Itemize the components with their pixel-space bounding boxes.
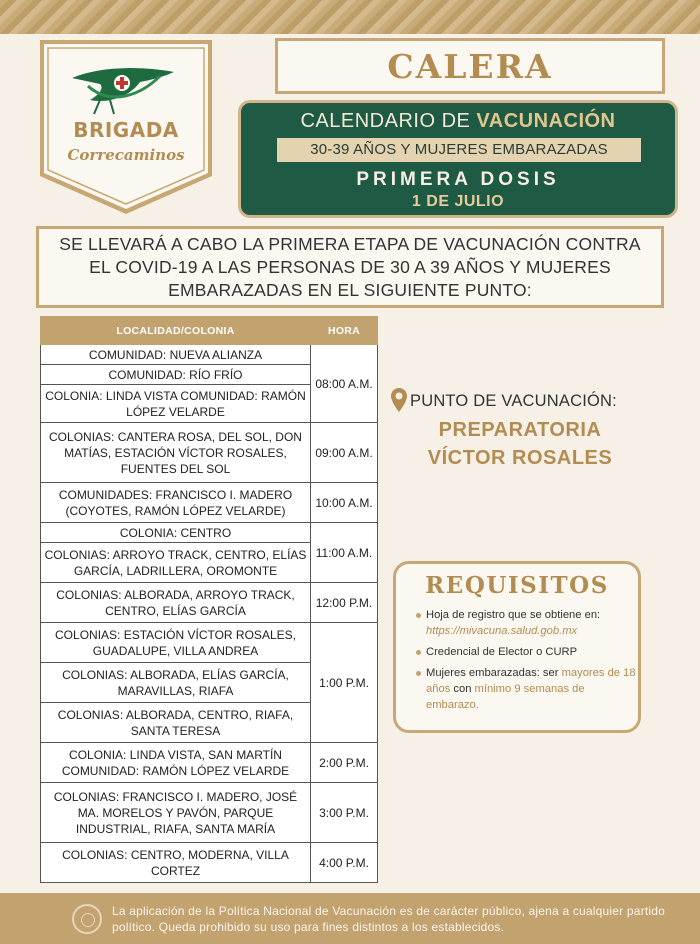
registration-link[interactable]: https://mivacuna.salud.gob.mx xyxy=(426,625,578,637)
table-row xyxy=(41,843,378,883)
list-item xyxy=(416,665,636,713)
table-header-row xyxy=(41,317,378,345)
requirement-text: con xyxy=(453,683,472,695)
table-cell-localidad: COLONIAS: CANTERA ROSA, DEL SOL, DON MATÍAS, ESTACIÓN VÍCTOR ROSALES, FUENTES DEL SOL xyxy=(41,423,311,483)
table-cell-localidad: COLONIA: LINDA VISTA COMUNIDAD: RAMÓN LÓPEZ VELARDE xyxy=(41,385,311,423)
vaccination-place xyxy=(400,416,640,472)
intro-text: SE LLEVARÁ A CABO LA PRIMERA ETAPA DE VACUNACIÓN CONTRA EL COVID-19 A LAS PERSONAS DE 30 A 39 AÑOS Y MUJERES EMBARAZADAS EN EL SIGUIENTE PUNTO: xyxy=(59,233,641,300)
table-row xyxy=(41,623,378,663)
place-line-2: VÍCTOR ROSALES xyxy=(427,447,613,469)
location-pin-icon xyxy=(390,387,408,413)
top-decorative-band xyxy=(0,0,700,34)
badge-subtitle: Correcaminos xyxy=(67,146,185,164)
badge-title: BRIGADA xyxy=(73,118,179,142)
requirements-title: REQUISITOS xyxy=(425,572,609,599)
table-cell-hora: 4:00 P.M. xyxy=(311,843,378,883)
table-row xyxy=(41,345,378,365)
place-line-1: PREPARATORIA xyxy=(438,419,602,441)
schedule-table xyxy=(40,316,378,883)
requirements-box xyxy=(393,561,641,733)
requirements-list xyxy=(416,607,636,718)
table-cell-localidad: COLONIAS: ESTACIÓN VÍCTOR ROSALES, GUADALUPE, VILLA ANDREA xyxy=(41,623,311,663)
table-cell-localidad: COLONIAS: ARROYO TRACK, CENTRO, ELÍAS GARCÍA, LADRILLERA, OROMONTE xyxy=(41,543,311,583)
table-cell-hora: 2:00 P.M. xyxy=(311,743,378,783)
table-cell-localidad: COLONIAS: CENTRO, MODERNA, VILLA CORTEZ xyxy=(41,843,311,883)
national-seal-icon xyxy=(72,904,102,934)
col-header-localidad: LOCALIDAD/COLONIA xyxy=(41,317,311,345)
footer-disclaimer: La aplicación de la Política Nacional de Vacunación es de carácter público, ajena a cualquier partido político. Queda prohibido su uso para fines distintos a los establecidos. xyxy=(112,904,665,934)
table-cell-localidad: COLONIA: LINDA VISTA, SAN MARTÍN COMUNIDAD: RAMÓN LÓPEZ VELARDE xyxy=(41,743,311,783)
table-row xyxy=(41,523,378,543)
calendar-title xyxy=(241,110,675,133)
roadrunner-icon xyxy=(70,56,176,122)
calendar-title-bold: VACUNACIÓN xyxy=(476,110,616,132)
table-cell-hora: 1:00 P.M. xyxy=(311,623,378,743)
table-cell-hora: 10:00 A.M. xyxy=(311,483,378,523)
table-row xyxy=(41,743,378,783)
table-cell-localidad: COLONIAS: ALBORADA, CENTRO, RIAFA, SANTA TERESA xyxy=(41,703,311,743)
age-group-bar: 30-39 AÑOS Y MUJERES EMBARAZADAS xyxy=(277,138,641,162)
table-cell-localidad: COMUNIDADES: FRANCISCO I. MADERO (COYOTES, RAMÓN LÓPEZ VELARDE) xyxy=(41,483,311,523)
table-cell-hora: 3:00 P.M. xyxy=(311,783,378,843)
requirement-text: Mujeres embarazadas: ser xyxy=(426,667,559,679)
calendar-panel xyxy=(238,100,678,218)
table-cell-localidad: COLONIAS: ALBORADA, ELÍAS GARCÍA, MARAVILLAS, RIAFA xyxy=(41,663,311,703)
table-cell-hora: 08:00 A.M. xyxy=(311,345,378,423)
intro-box xyxy=(36,226,664,308)
col-header-hora: HORA xyxy=(311,317,378,345)
dose-date: 1 DE JULIO xyxy=(411,193,505,210)
table-cell-hora: 11:00 A.M. xyxy=(311,523,378,583)
requirement-text: Credencial de Elector o CURP xyxy=(426,646,578,658)
brigada-badge xyxy=(38,38,214,216)
municipality-box xyxy=(275,38,665,94)
table-cell-hora: 12:00 P.M. xyxy=(311,583,378,623)
table-cell-localidad: COLONIA: CENTRO xyxy=(41,523,311,543)
table-row xyxy=(41,783,378,843)
table-row xyxy=(41,423,378,483)
list-item xyxy=(416,644,636,660)
list-item xyxy=(416,607,636,639)
table-cell-localidad: COMUNIDAD: NUEVA ALIANZA xyxy=(41,345,311,365)
requirement-highlight: mayores de 18 años xyxy=(426,667,636,695)
table-cell-localidad: COLONIAS: FRANCISCO I. MADERO, JOSÉ MA. MORELOS Y PAVÓN, PARQUE INDUSTRIAL, RIAFA, SANTA MARÍA xyxy=(41,783,311,843)
table-row xyxy=(41,583,378,623)
requirement-text: Hoja de registro que se obtiene en: xyxy=(426,609,601,621)
calendar-title-prefix: CALENDARIO DE xyxy=(300,110,477,132)
table-cell-hora: 09:00 A.M. xyxy=(311,423,378,483)
footer-band xyxy=(0,893,700,944)
point-label: PUNTO DE VACUNACIÓN: xyxy=(410,392,617,410)
requirement-highlight: mínimo 9 semanas de embarazo. xyxy=(426,683,585,711)
table-row xyxy=(41,483,378,523)
municipality-title: CALERA xyxy=(387,46,553,86)
table-cell-localidad: COMUNIDAD: RÍO FRÍO xyxy=(41,365,311,385)
dose-label: PRIMERA DOSIS xyxy=(356,169,560,190)
table-cell-localidad: COLONIAS: ALBORADA, ARROYO TRACK, CENTRO, ELÍAS GARCÍA xyxy=(41,583,311,623)
